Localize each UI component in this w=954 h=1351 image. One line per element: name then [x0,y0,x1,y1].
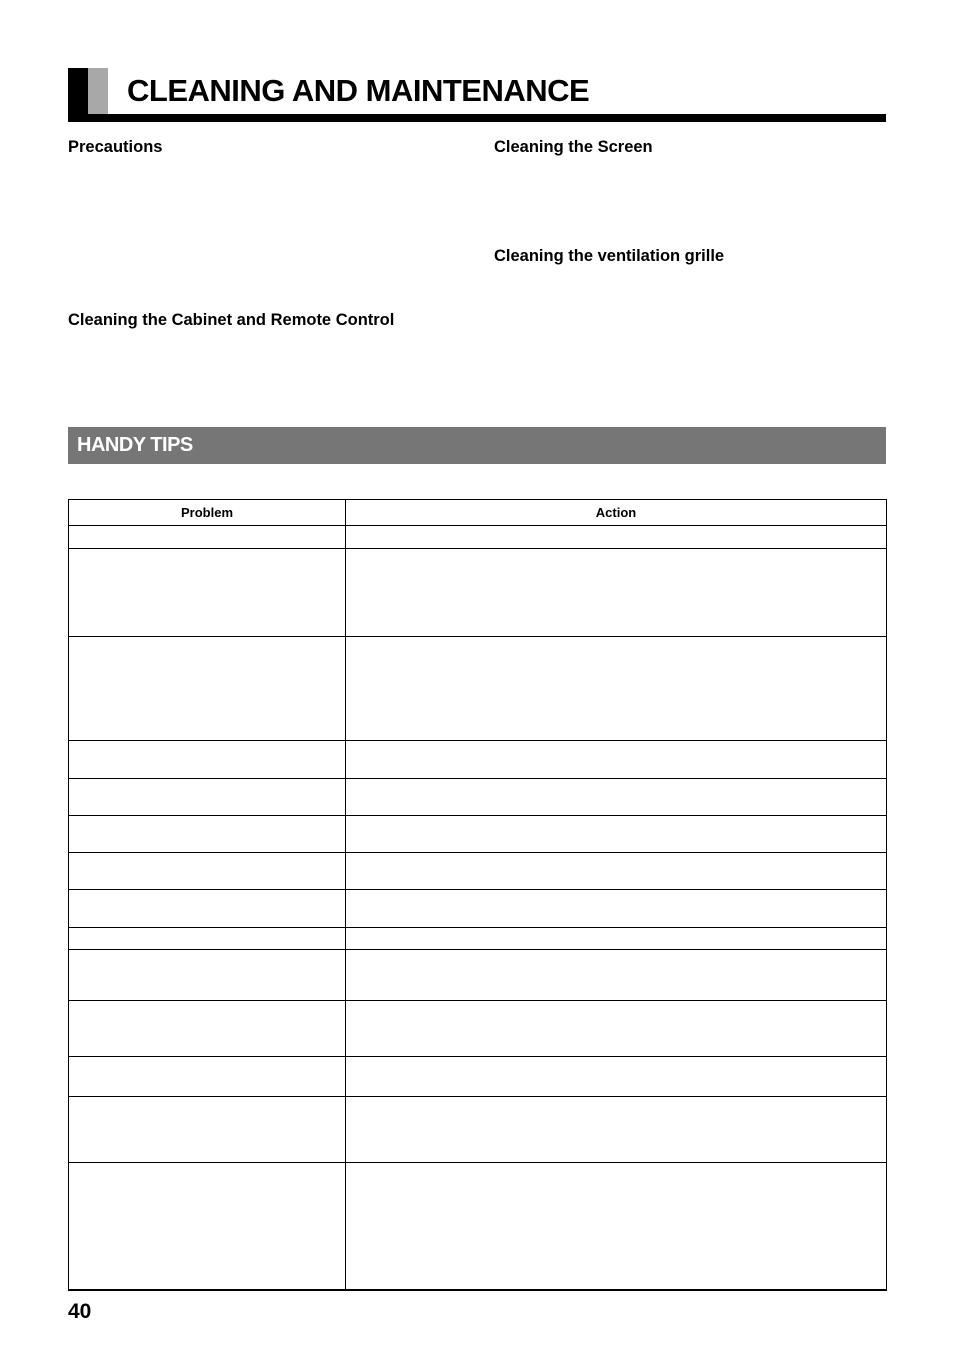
problem-cell [69,549,346,637]
table-row [69,853,887,890]
header-gray-tab [88,68,108,114]
page-header [68,68,886,122]
action-cell [346,637,887,741]
table-row [69,549,887,637]
problem-cell [69,637,346,741]
table-row [69,779,887,816]
cleaning-screen-heading: Cleaning the Screen [494,138,653,156]
problem-cell [69,890,346,928]
table-row [69,1163,887,1290]
action-cell [346,741,887,779]
action-cell [346,779,887,816]
problem-cell [69,741,346,779]
cleaning-grille-heading: Cleaning the ventilation grille [494,247,725,265]
action-cell [346,890,887,928]
table-row [69,1097,887,1163]
page-title: CLEANING AND MAINTENANCE [127,73,590,108]
problem-cell [69,1163,346,1290]
action-cell [346,853,887,890]
problem-cell [69,526,346,549]
action-cell [346,1001,887,1057]
problem-cell [69,853,346,890]
problem-cell [69,950,346,1001]
action-cell [346,1097,887,1163]
action-cell [346,526,887,549]
handy-tips-table [68,499,887,1291]
action-cell [346,816,887,853]
action-cell [346,928,887,950]
table-header-row [69,500,887,526]
precautions-heading: Precautions [68,138,163,156]
problem-cell [69,928,346,950]
action-cell [346,1057,887,1097]
table-row [69,1057,887,1097]
handy-tips-banner [68,427,886,464]
problem-cell [69,816,346,853]
header-black-tab [68,68,88,122]
table-row [69,816,887,853]
header-rule [88,114,886,122]
table-row [69,950,887,1001]
problem-cell [69,779,346,816]
page-number: 40 [68,1300,92,1323]
table-row [69,1001,887,1057]
table-row [69,890,887,928]
action-column-header: Action [346,500,887,526]
problem-column-header: Problem [69,500,346,526]
problem-cell [69,1057,346,1097]
action-cell [346,1163,887,1290]
table-row [69,741,887,779]
table-row [69,526,887,549]
action-cell [346,950,887,1001]
action-cell [346,549,887,637]
cleaning-cabinet-heading: Cleaning the Cabinet and Remote Control [68,311,395,329]
problem-cell [69,1001,346,1057]
table-row [69,928,887,950]
handy-tips-title: HANDY TIPS [77,434,193,456]
table-row [69,637,887,741]
problem-cell [69,1097,346,1163]
